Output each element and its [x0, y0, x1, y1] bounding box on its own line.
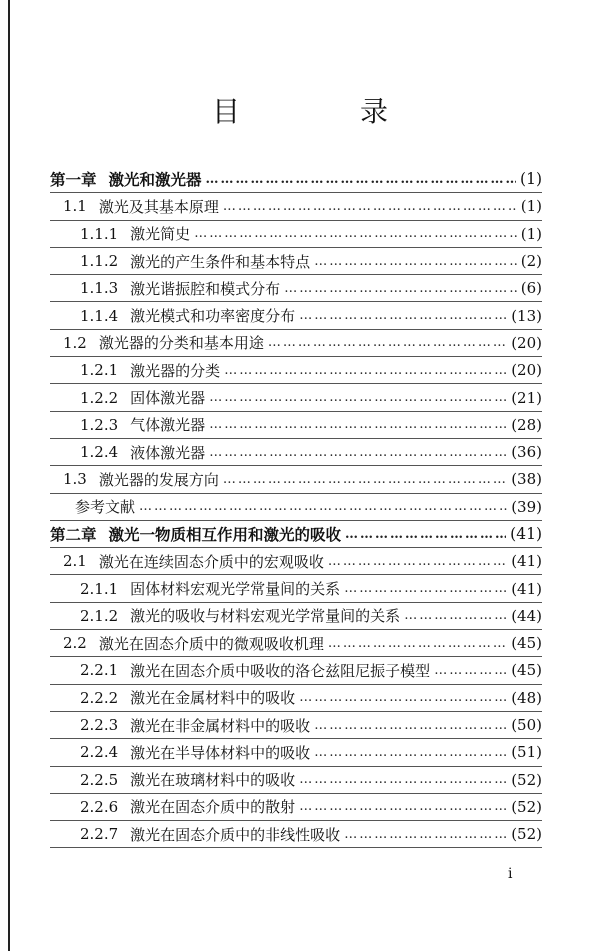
toc-leader: [209, 417, 507, 432]
toc-leader: [434, 663, 507, 678]
page-folio: i: [508, 866, 513, 882]
page-edge-rule: [8, 0, 10, 951]
toc-page: (39): [511, 497, 542, 516]
toc-leader: [223, 472, 507, 487]
toc-number: 2.2.3: [80, 716, 119, 735]
toc-page: (38): [511, 470, 542, 489]
toc-page: (52): [511, 770, 542, 789]
toc-page: (52): [511, 797, 542, 816]
toc-row[interactable]: [50, 302, 542, 329]
toc-row[interactable]: [50, 439, 542, 466]
toc-page: (36): [511, 443, 542, 462]
toc-row[interactable]: [50, 357, 542, 384]
toc-page: (20): [511, 361, 542, 380]
table-of-contents: [50, 166, 542, 848]
toc-row[interactable]: [50, 330, 542, 357]
toc-number: 1.2.1: [80, 361, 119, 380]
toc-text: 激光和激光器: [108, 170, 202, 190]
toc-number: 2.2.5: [80, 770, 119, 789]
toc-number: 第一章: [50, 170, 97, 190]
toc-row[interactable]: [50, 712, 542, 739]
toc-row[interactable]: [50, 466, 542, 493]
toc-number: 2.1: [63, 552, 87, 571]
toc-page: (1): [520, 224, 542, 243]
toc-number: 1.1: [63, 197, 87, 216]
toc-leader: [299, 308, 507, 323]
toc-page: (28): [511, 415, 542, 434]
toc-leader: [314, 745, 507, 760]
toc-leader: [314, 718, 507, 733]
toc-row[interactable]: [50, 494, 542, 521]
toc-leader: [299, 772, 507, 787]
toc-number: 1.2.3: [80, 415, 119, 434]
toc-text: 激光的吸收与材料宏观光学常量间的关系: [130, 607, 401, 626]
toc-page: (44): [511, 606, 542, 625]
toc-text: 液体激光器: [130, 443, 206, 462]
toc-leader: [194, 226, 517, 241]
toc-row[interactable]: [50, 685, 542, 712]
toc-text: 激光的产生条件和基本特点: [130, 252, 311, 271]
toc-row[interactable]: [50, 821, 542, 848]
toc-leader: [328, 636, 507, 651]
toc-number: 2.1.1: [80, 579, 119, 598]
toc-text: 激光模式和功率密度分布: [130, 307, 296, 326]
toc-leader: [345, 527, 506, 542]
toc-text: 参考文献: [75, 498, 136, 517]
toc-leader: [209, 445, 507, 460]
toc-text: 激光简史: [130, 225, 191, 244]
toc-number: 1.1.3: [80, 279, 119, 298]
toc-row[interactable]: [50, 603, 542, 630]
toc-page: (13): [511, 306, 542, 325]
toc-row[interactable]: [50, 412, 542, 439]
toc-number: 2.2.7: [80, 825, 119, 844]
toc-leader: [139, 499, 507, 514]
toc-leader: [299, 690, 507, 705]
toc-leader: [284, 281, 517, 296]
toc-text: 激光器的分类和基本用途: [98, 334, 264, 353]
toc-leader: [268, 335, 507, 350]
toc-number: 2.1.2: [80, 606, 119, 625]
toc-text: 激光在连续固态介质中的宏观吸收: [98, 552, 324, 571]
toc-text: 激光在非金属材料中的吸收: [130, 716, 311, 735]
toc-leader: [314, 254, 517, 269]
toc-row[interactable]: [50, 548, 542, 575]
toc-leader: [404, 608, 507, 623]
toc-row[interactable]: [50, 166, 542, 193]
toc-leader: [224, 363, 507, 378]
toc-text: 激光及其基本原理: [98, 197, 219, 216]
toc-page: (41): [511, 579, 542, 598]
toc-number: 1.2.4: [80, 443, 119, 462]
toc-text: 激光在固态介质中的非线性吸收: [130, 825, 341, 844]
toc-text: 固体激光器: [130, 389, 206, 408]
toc-row[interactable]: [50, 521, 542, 548]
toc-row[interactable]: [50, 248, 542, 275]
toc-number: 2.2: [63, 634, 87, 653]
toc-row[interactable]: [50, 384, 542, 411]
toc-text: 固体材料宏观光学常量间的关系: [130, 580, 341, 599]
toc-page: (1): [520, 197, 542, 216]
toc-number: 2.2.2: [80, 688, 119, 707]
toc-page: (45): [511, 634, 542, 653]
toc-number: 2.2.1: [80, 661, 119, 680]
toc-number: 第二章: [50, 525, 97, 544]
toc-page: (6): [520, 279, 542, 298]
toc-number: 2.2.4: [80, 743, 119, 762]
toc-row[interactable]: [50, 657, 542, 684]
toc-leader: [299, 799, 507, 814]
toc-page: (50): [511, 716, 542, 735]
toc-row[interactable]: [50, 739, 542, 766]
toc-number: 1.1.1: [80, 224, 119, 243]
toc-number: 2.2.6: [80, 797, 119, 816]
toc-text: 激光在固态介质中吸收的洛仑兹阻尼振子模型: [130, 661, 431, 680]
toc-number: 1.3: [63, 470, 87, 489]
toc-page: (51): [511, 743, 542, 762]
toc-leader: [344, 581, 507, 596]
toc-number: 1.2: [63, 333, 87, 352]
toc-text: 激光在玻璃材料中的吸收: [130, 771, 296, 790]
toc-row[interactable]: [50, 794, 542, 821]
toc-text: 气体激光器: [130, 416, 206, 435]
toc-row[interactable]: [50, 575, 542, 602]
toc-page: (1): [520, 170, 542, 189]
toc-text: 激光器的分类: [130, 361, 221, 380]
toc-leader: [344, 827, 507, 842]
toc-number: 1.2.2: [80, 388, 119, 407]
toc-row[interactable]: [50, 630, 542, 657]
toc-leader: [206, 172, 517, 187]
toc-page: (21): [511, 388, 542, 407]
toc-leader: [223, 199, 517, 214]
toc-page: (2): [520, 252, 542, 271]
toc-row[interactable]: [50, 767, 542, 794]
toc-page: (48): [511, 688, 542, 707]
toc-page: (20): [511, 333, 542, 352]
toc-row[interactable]: [50, 221, 542, 248]
toc-text: 激光在固态介质中的散射: [130, 798, 296, 817]
toc-leader: [209, 390, 507, 405]
toc-leader: [328, 554, 507, 569]
toc-page: (52): [511, 825, 542, 844]
toc-page: (41): [511, 552, 542, 571]
toc-row[interactable]: [50, 275, 542, 302]
toc-row[interactable]: [50, 193, 542, 220]
toc-text: 激光器的发展方向: [98, 470, 219, 489]
toc-text: 激光在半导体材料中的吸收: [130, 743, 311, 762]
toc-number: 1.1.4: [80, 306, 119, 325]
toc-text: 激光在固态介质中的微观吸收机理: [98, 634, 324, 653]
toc-text: 激光一物质相互作用和激光的吸收: [108, 525, 342, 544]
toc-text: 激光在金属材料中的吸收: [130, 689, 296, 708]
toc-text: 激光谐振腔和模式分布: [130, 279, 281, 298]
toc-page: (45): [511, 661, 542, 680]
toc-number: 1.1.2: [80, 252, 119, 271]
page-title: 目 录: [211, 95, 434, 128]
toc-page: (41): [510, 525, 542, 543]
